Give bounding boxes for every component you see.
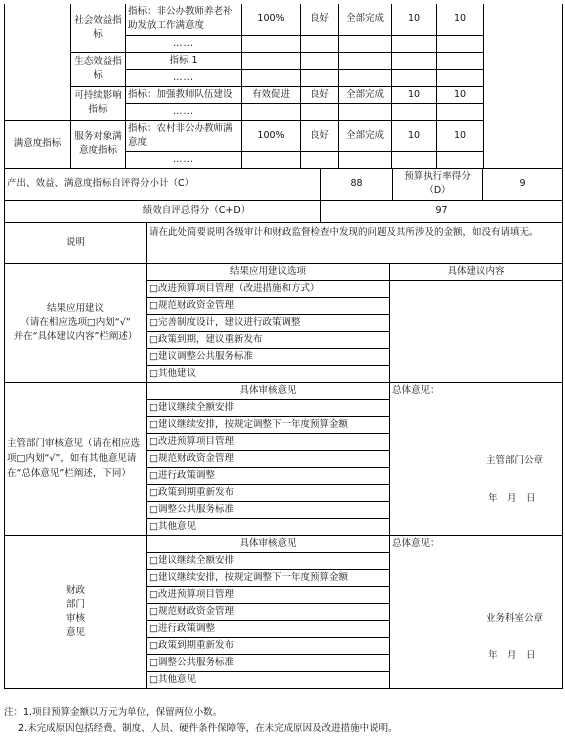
department-options-header: 具体审核意见 bbox=[147, 382, 390, 399]
indicator-subgroup: 可持续影响指标 bbox=[71, 86, 126, 120]
finance-overall-label: 总体意见： bbox=[392, 537, 440, 549]
department-option[interactable]: □调整公共服务标准 bbox=[147, 501, 390, 518]
result-header-row bbox=[5, 263, 563, 280]
finance-option[interactable]: □政策到期重新发布 bbox=[147, 637, 390, 654]
indicator-subgroup: 服务对象满意度指标 bbox=[71, 120, 126, 168]
execution-rate-label: 预算执行率得分（D） bbox=[393, 168, 483, 200]
total-label: 绩效自评总得分（C+D） bbox=[5, 200, 321, 222]
indicator-actual: 良好 bbox=[301, 120, 339, 151]
result-option[interactable]: □规范财政资金管理 bbox=[147, 297, 390, 314]
result-option[interactable]: □建议调整公共服务标准 bbox=[147, 348, 390, 365]
finance-option[interactable]: □其他意见 bbox=[147, 671, 390, 688]
indicator-subgroup: 社会效益指标 bbox=[71, 4, 126, 52]
indicator-ellipsis: …… bbox=[126, 103, 242, 120]
department-seal-label: 主管部门公章 bbox=[486, 454, 544, 466]
evaluation-sheet bbox=[4, 4, 562, 689]
indicator-name: 指标：农村非公办教师满意度 bbox=[126, 120, 242, 151]
department-header-row bbox=[5, 382, 563, 399]
finance-seal-label: 业务科室公章 bbox=[486, 612, 544, 624]
department-option[interactable]: □规范财政资金管理 bbox=[147, 450, 390, 467]
department-option[interactable]: □建议继续全额安排 bbox=[147, 399, 390, 416]
department-date-label: 年 月 日 bbox=[488, 492, 536, 504]
indicator-status: 全部完成 bbox=[339, 120, 392, 151]
result-label-line: （请在相应选项□内划“√” bbox=[20, 316, 131, 328]
indicator-target: 100% bbox=[242, 120, 301, 151]
finance-review-table bbox=[4, 535, 563, 689]
indicator-target: 有效促进 bbox=[242, 86, 301, 103]
department-option[interactable]: □建议继续安排，按规定调整下一年度预算金额 bbox=[147, 416, 390, 433]
indicator-score: 10 bbox=[437, 4, 484, 35]
finance-header-row bbox=[5, 535, 563, 552]
finance-date-label: 年 月 日 bbox=[488, 649, 536, 661]
finance-overall-cell[interactable] bbox=[390, 535, 563, 688]
finance-label-line: 意见 bbox=[65, 626, 85, 638]
indicator-ellipsis: …… bbox=[126, 69, 242, 86]
result-content-header: 具体建议内容 bbox=[390, 263, 563, 280]
department-option[interactable]: □改进预算项目管理 bbox=[147, 433, 390, 450]
footnote-2: 2.未完成原因包括经费、制度、人员、硬件条件保障等，在未完成原因及改进措施中说明。 bbox=[18, 723, 398, 734]
finance-option[interactable]: □规范财政资金管理 bbox=[147, 603, 390, 620]
indicator-subgroup: 生态效益指标 bbox=[71, 52, 126, 86]
department-option[interactable]: □进行政策调整 bbox=[147, 467, 390, 484]
indicator-table bbox=[4, 4, 563, 169]
finance-option[interactable]: □进行政策调整 bbox=[147, 620, 390, 637]
indicator-name: 指标：非公办教师养老补助发放工作满意度 bbox=[126, 4, 242, 35]
effect-group-cell bbox=[5, 4, 71, 120]
finance-options-header: 具体审核意见 bbox=[147, 535, 390, 552]
department-review-table bbox=[4, 382, 563, 536]
indicator-ellipsis: …… bbox=[126, 151, 242, 168]
result-content-cell[interactable] bbox=[390, 280, 563, 382]
department-overall-label: 总体意见： bbox=[392, 384, 440, 396]
result-option[interactable]: □改进预算项目管理（改进措施和方式） bbox=[147, 280, 390, 297]
indicator-actual: 良好 bbox=[301, 4, 339, 35]
finance-label-line: 财政 bbox=[65, 584, 85, 596]
indicator-weight: 10 bbox=[392, 4, 437, 35]
subtotal-row bbox=[5, 168, 563, 200]
department-option[interactable]: □其他意见 bbox=[147, 518, 390, 535]
finance-label-line: 审核 bbox=[65, 612, 85, 624]
result-application-table bbox=[4, 263, 563, 383]
result-application-label bbox=[5, 263, 147, 382]
indicator-status: 全部完成 bbox=[339, 86, 392, 103]
subtotal-label: 产出、效益、满意度指标自评得分小计（C） bbox=[5, 168, 321, 200]
indicator-weight: 10 bbox=[392, 86, 437, 103]
explanation-row bbox=[5, 222, 563, 263]
reason-cell bbox=[484, 4, 563, 168]
indicator-weight: 10 bbox=[392, 120, 437, 151]
indicator-score: 10 bbox=[437, 120, 484, 151]
indicator-row bbox=[5, 4, 563, 35]
indicator-ellipsis: …… bbox=[126, 35, 242, 52]
indicator-group: 满意度指标 bbox=[5, 120, 71, 168]
finance-option[interactable]: □建议继续全额安排 bbox=[147, 552, 390, 569]
explanation-label: 说明 bbox=[5, 222, 147, 263]
indicator-actual: 良好 bbox=[301, 86, 339, 103]
finance-option[interactable]: □改进预算项目管理 bbox=[147, 586, 390, 603]
score-summary-table bbox=[4, 168, 563, 223]
result-option[interactable]: □政策到期，建议重新发布 bbox=[147, 331, 390, 348]
indicator-name: 指标 1 bbox=[126, 52, 242, 69]
explanation-text: 请在此处简要说明各级审计和财政监督检查中发现的问题及其所涉及的金额，如没有请填无。 bbox=[147, 222, 563, 263]
result-option[interactable]: □其他建议 bbox=[147, 365, 390, 382]
execution-rate-value: 9 bbox=[483, 168, 563, 200]
indicator-row bbox=[5, 86, 563, 103]
indicator-row bbox=[5, 52, 563, 69]
finance-option[interactable]: □调整公共服务标准 bbox=[147, 654, 390, 671]
result-option[interactable]: □完善制度设计，建议进行政策调整 bbox=[147, 314, 390, 331]
indicator-row bbox=[5, 120, 563, 151]
department-overall-cell[interactable] bbox=[390, 382, 563, 535]
total-row bbox=[5, 200, 563, 222]
indicator-name: 指标：加强教师队伍建设 bbox=[126, 86, 242, 103]
indicator-score: 10 bbox=[437, 86, 484, 103]
explanation-table bbox=[4, 222, 563, 264]
indicator-status: 全部完成 bbox=[339, 4, 392, 35]
total-value: 97 bbox=[321, 200, 563, 222]
subtotal-value: 88 bbox=[321, 168, 393, 200]
indicator-target: 100% bbox=[242, 4, 301, 35]
department-option[interactable]: □政策到期重新发布 bbox=[147, 484, 390, 501]
footnote-1: 注：1.项目预算金额以万元为单位，保留两位小数。 bbox=[4, 707, 223, 718]
result-label-line: 并在“具体建议内容”栏阐述） bbox=[13, 330, 138, 342]
finance-review-label bbox=[5, 535, 147, 688]
finance-option[interactable]: □建议继续安排，按规定调整下一年度预算金额 bbox=[147, 569, 390, 586]
department-review-label: 主管部门审核意见（请在相应选项□内划“√”，如有其他意见请在“总体意见”栏阐述，下同） bbox=[5, 382, 147, 535]
finance-label-line: 部门 bbox=[65, 598, 85, 610]
result-options-header: 结果应用建议选项 bbox=[147, 263, 390, 280]
result-label-line: 结果应用建议 bbox=[46, 302, 104, 314]
